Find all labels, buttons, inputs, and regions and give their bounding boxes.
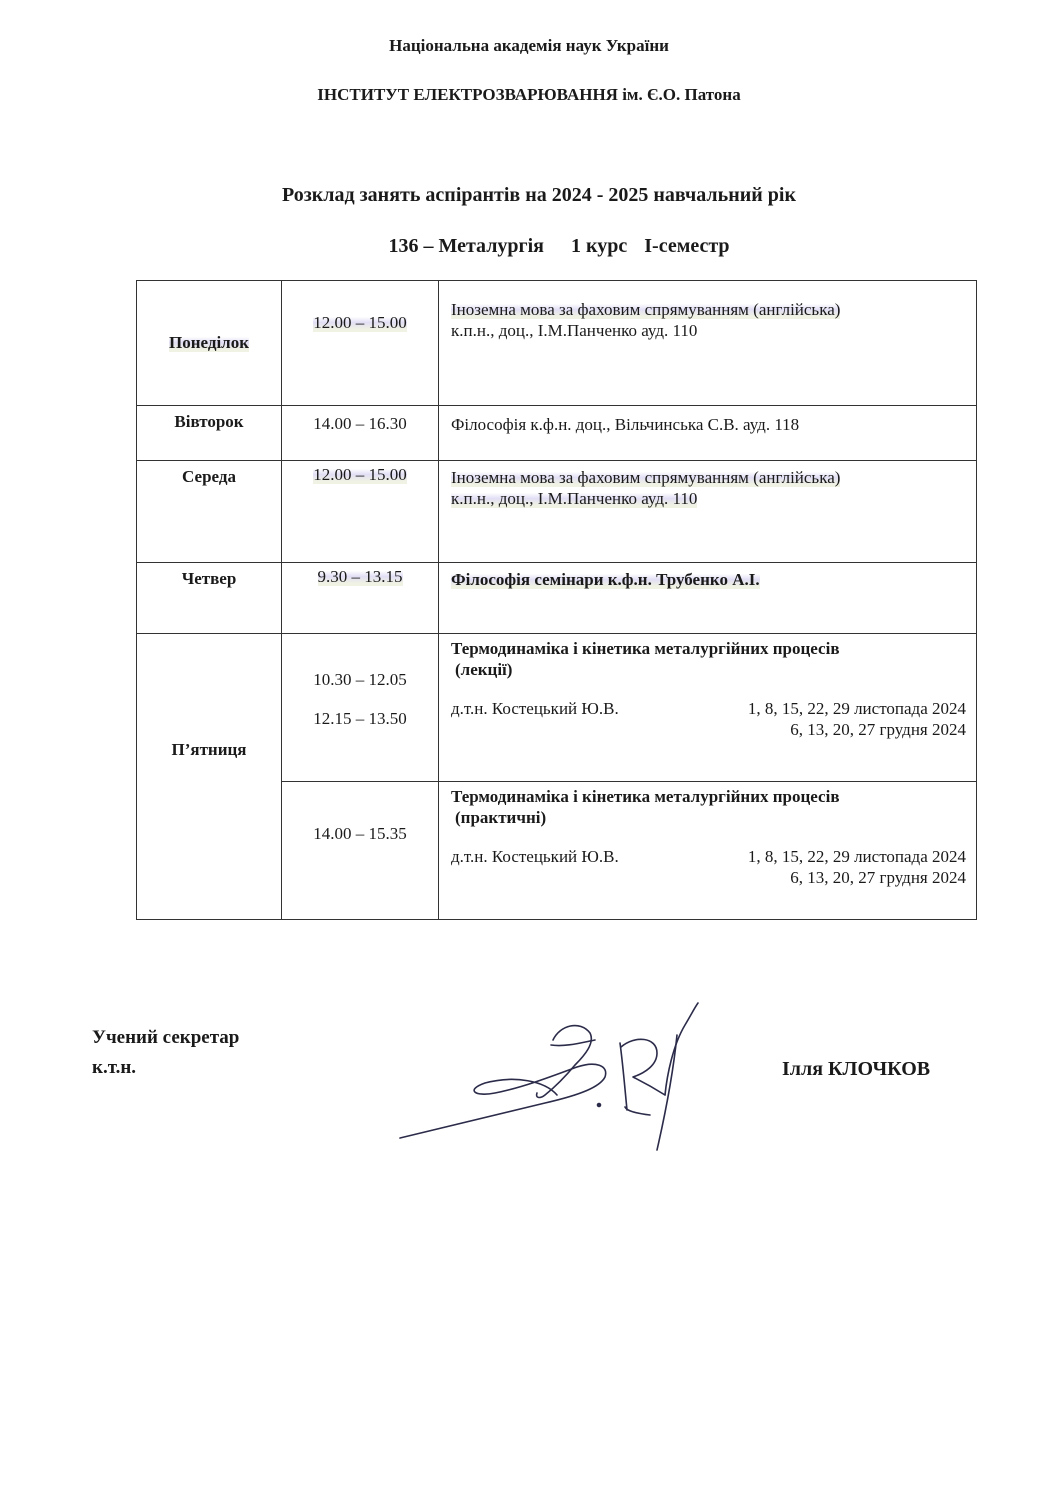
time-label: 14.00 – 16.30 <box>313 414 407 433</box>
time-monday <box>282 281 439 406</box>
subject-line: Термодинаміка і кінетика металургійних процесів <box>451 787 840 806</box>
time-label: 10.30 – 12.05 <box>313 670 407 689</box>
subject-line: Іноземна мова за фаховим спрямуванням (англійська) <box>451 468 841 487</box>
day-label: Середа <box>182 467 236 486</box>
subject-line: Філософія к.ф.н. доц., Вільчинська С.В. ауд. 118 <box>451 415 800 434</box>
subject-thursday <box>439 563 977 634</box>
time-label: 14.00 – 15.35 <box>313 824 407 843</box>
schedule-row-monday <box>137 281 977 406</box>
teacher-dates-line <box>451 846 966 867</box>
day-friday <box>137 634 282 920</box>
day-thursday <box>137 563 282 634</box>
time-label: 12.00 – 15.00 <box>313 313 407 332</box>
dates-november: 1, 8, 15, 22, 29 листопада 2024 <box>747 847 966 866</box>
day-monday <box>137 281 282 406</box>
schedule-row-friday-lecture <box>137 634 977 782</box>
time-wednesday <box>282 461 439 563</box>
dates-december: 6, 13, 20, 27 грудня 2024 <box>790 868 966 887</box>
time-label: 9.30 – 13.15 <box>317 567 403 586</box>
dates-december: 6, 13, 20, 27 грудня 2024 <box>790 720 966 739</box>
day-wednesday <box>137 461 282 563</box>
teacher-line: к.п.н., доц., І.М.Панченко ауд. 110 <box>451 489 698 508</box>
teacher-line: к.п.н., доц., І.М.Панченко ауд. 110 <box>451 321 698 340</box>
specialty: 136 – Металургія <box>388 235 545 257</box>
day-tuesday <box>137 406 282 461</box>
time-label: 12.00 – 15.00 <box>313 465 407 484</box>
subject-line: Термодинаміка і кінетика металургійних процесів <box>451 639 840 658</box>
time-friday-lecture <box>282 634 439 782</box>
schedule-table <box>136 280 977 920</box>
organization-name: Національна академія наук України <box>389 36 669 55</box>
schedule-row-wednesday <box>137 461 977 563</box>
subject-friday-lecture <box>439 634 977 782</box>
day-label: Понеділок <box>169 333 249 352</box>
lesson-type: (практичні) <box>455 808 547 827</box>
time-friday-practice <box>282 782 439 920</box>
time-thursday <box>282 563 439 634</box>
secretary-degree: к.т.н. <box>92 1057 137 1078</box>
day-label: Четвер <box>181 569 237 588</box>
schedule-row-thursday <box>137 563 977 634</box>
institute-name: ІНСТИТУТ ЕЛЕКТРОЗВАРЮВАННЯ ім. Є.О. Патона <box>317 85 741 104</box>
specialty-line <box>30 235 1058 258</box>
time-label: 12.15 – 13.50 <box>313 709 407 728</box>
time-tuesday <box>282 406 439 461</box>
subject-line: Іноземна мова за фаховим спрямуванням (англійська) <box>451 300 841 319</box>
teacher: д.т.н. Костецький Ю.В. <box>451 847 619 866</box>
lesson-type: (лекції) <box>455 660 513 679</box>
subject-line: Філософія семінари к.ф.н. Трубенко А.І. <box>451 570 760 589</box>
secretary-name: Ілля КЛОЧКОВ <box>782 1058 931 1080</box>
day-label: Вівторок <box>174 412 244 431</box>
teacher-dates-line <box>451 698 966 719</box>
subject-tuesday <box>439 406 977 461</box>
handwritten-signature <box>395 995 715 1155</box>
day-label: П’ятниця <box>171 740 247 759</box>
secretary-position: Учений секретар <box>92 1027 240 1048</box>
subject-wednesday <box>439 461 977 563</box>
subject-friday-practice <box>439 782 977 920</box>
course: 1 курс <box>571 235 628 257</box>
teacher: д.т.н. Костецький Ю.В. <box>451 699 619 718</box>
schedule-row-tuesday <box>137 406 977 461</box>
subject-monday <box>439 281 977 406</box>
semester: І-семестр <box>644 235 730 257</box>
dates-november: 1, 8, 15, 22, 29 листопада 2024 <box>747 699 966 718</box>
document-title: Розклад занять аспірантів на 2024 - 2025 навчальний рік <box>282 184 796 206</box>
